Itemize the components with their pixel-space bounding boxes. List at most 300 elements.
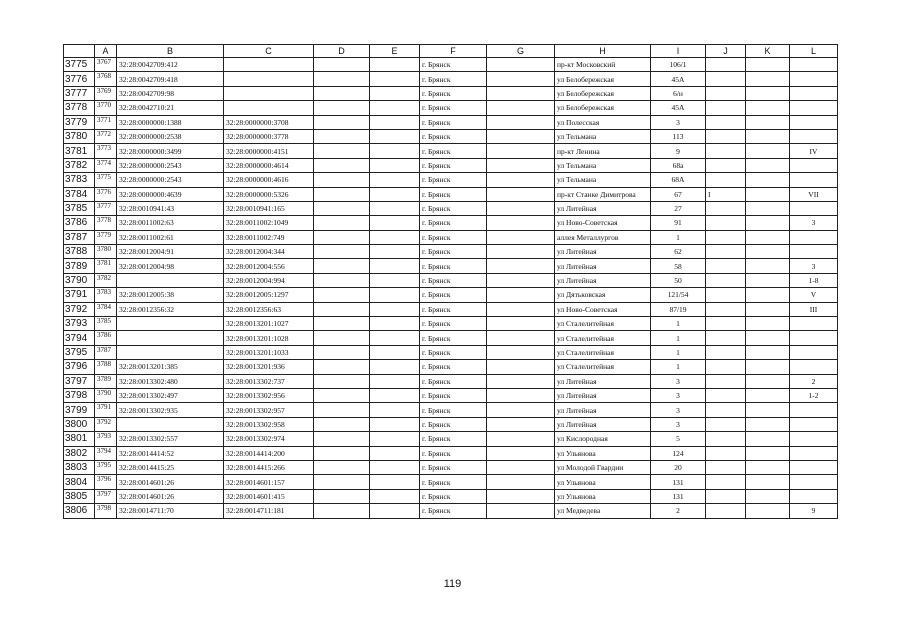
cell-h[interactable]: ул Сталелитейная: [555, 331, 651, 345]
cell-a[interactable]: [95, 374, 117, 388]
cell-e[interactable]: [370, 259, 420, 273]
cell-i[interactable]: 3: [651, 403, 706, 417]
cell-a[interactable]: [95, 475, 117, 489]
cell-f[interactable]: г. Брянск: [420, 432, 487, 446]
cell-f[interactable]: г. Брянск: [420, 460, 487, 474]
row-header[interactable]: [64, 504, 95, 518]
cell-a[interactable]: [95, 317, 117, 331]
cell-j[interactable]: [706, 345, 746, 359]
cell-f[interactable]: г. Брянск: [420, 345, 487, 359]
cell-b[interactable]: 32:28:0000000:2543: [117, 158, 224, 172]
cell-c[interactable]: 32:28:0000000:4614: [224, 158, 314, 172]
cell-h[interactable]: ул Белобережская: [555, 86, 651, 100]
cell-c[interactable]: 32:28:0012004:344: [224, 245, 314, 259]
cell-g[interactable]: [487, 144, 555, 158]
cell-i[interactable]: 58: [651, 259, 706, 273]
cell-g[interactable]: [487, 58, 555, 72]
cell-g[interactable]: [487, 129, 555, 143]
cell-a[interactable]: [95, 273, 117, 287]
cell-d[interactable]: [314, 302, 370, 316]
cell-j[interactable]: [706, 245, 746, 259]
cell-g[interactable]: [487, 101, 555, 115]
cell-j[interactable]: [706, 259, 746, 273]
cell-c[interactable]: 32:28:0000000:4151: [224, 144, 314, 158]
cell-h[interactable]: ул Литейная: [555, 245, 651, 259]
cell-i[interactable]: 1: [651, 230, 706, 244]
cell-l[interactable]: III: [790, 302, 838, 316]
cell-b[interactable]: [117, 317, 224, 331]
cell-a[interactable]: [95, 245, 117, 259]
cell-l[interactable]: VII: [790, 187, 838, 201]
cell-i[interactable]: 45А: [651, 101, 706, 115]
cell-f[interactable]: г. Брянск: [420, 360, 487, 374]
cell-a[interactable]: [95, 187, 117, 201]
cell-l[interactable]: [790, 446, 838, 460]
cell-f[interactable]: г. Брянск: [420, 230, 487, 244]
cell-g[interactable]: [487, 173, 555, 187]
cell-c[interactable]: 32:28:0014415:266: [224, 460, 314, 474]
cell-k[interactable]: [746, 259, 790, 273]
cell-c[interactable]: 32:28:0013201:1027: [224, 317, 314, 331]
cell-j[interactable]: [706, 446, 746, 460]
cell-c[interactable]: 32:28:0011002:749: [224, 230, 314, 244]
cell-g[interactable]: [487, 331, 555, 345]
cell-g[interactable]: [487, 446, 555, 460]
cell-k[interactable]: [746, 216, 790, 230]
cell-f[interactable]: г. Брянск: [420, 403, 487, 417]
cell-i[interactable]: 62: [651, 245, 706, 259]
cell-c[interactable]: 32:28:0000000:3778: [224, 129, 314, 143]
cell-h[interactable]: ул Дятьковская: [555, 288, 651, 302]
cell-i[interactable]: 1: [651, 331, 706, 345]
cell-a[interactable]: [95, 288, 117, 302]
corner-header[interactable]: [64, 45, 95, 58]
cell-j[interactable]: [706, 504, 746, 518]
row-header[interactable]: [64, 216, 95, 230]
cell-j[interactable]: [706, 230, 746, 244]
cell-c[interactable]: 32:28:0014711:181: [224, 504, 314, 518]
cell-g[interactable]: [487, 158, 555, 172]
cell-b[interactable]: 32:28:0000000:4639: [117, 187, 224, 201]
cell-e[interactable]: [370, 115, 420, 129]
cell-a[interactable]: [95, 360, 117, 374]
column-header-a[interactable]: A: [95, 45, 117, 58]
cell-a[interactable]: [95, 216, 117, 230]
cell-j[interactable]: [706, 201, 746, 215]
cell-f[interactable]: г. Брянск: [420, 101, 487, 115]
cell-c[interactable]: 32:28:0000000:3708: [224, 115, 314, 129]
cell-e[interactable]: [370, 101, 420, 115]
cell-k[interactable]: [746, 374, 790, 388]
row-header[interactable]: [64, 331, 95, 345]
row-header[interactable]: [64, 187, 95, 201]
cell-h[interactable]: ул Сталелитейная: [555, 317, 651, 331]
cell-j[interactable]: [706, 101, 746, 115]
cell-k[interactable]: [746, 173, 790, 187]
cell-k[interactable]: [746, 489, 790, 503]
cell-h[interactable]: аллея Металлургов: [555, 230, 651, 244]
cell-j[interactable]: [706, 216, 746, 230]
cell-c[interactable]: 32:28:0012356:63: [224, 302, 314, 316]
cell-l[interactable]: 1-2: [790, 388, 838, 402]
column-header-g[interactable]: G: [487, 45, 555, 58]
cell-b[interactable]: 32:28:0012356:32: [117, 302, 224, 316]
cell-e[interactable]: [370, 302, 420, 316]
cell-h[interactable]: ул Ново-Советская: [555, 216, 651, 230]
cell-i[interactable]: 2: [651, 504, 706, 518]
cell-e[interactable]: [370, 245, 420, 259]
cell-g[interactable]: [487, 302, 555, 316]
cell-f[interactable]: г. Брянск: [420, 475, 487, 489]
row-header[interactable]: [64, 273, 95, 287]
row-header[interactable]: [64, 129, 95, 143]
cell-d[interactable]: [314, 173, 370, 187]
cell-c[interactable]: 32:28:0013201:1028: [224, 331, 314, 345]
cell-b[interactable]: 32:28:0011002:61: [117, 230, 224, 244]
cell-h[interactable]: ул Сталелитейная: [555, 345, 651, 359]
row-header[interactable]: [64, 173, 95, 187]
cell-b[interactable]: 32:28:0013302:557: [117, 432, 224, 446]
cell-a[interactable]: [95, 489, 117, 503]
cell-e[interactable]: [370, 144, 420, 158]
cell-h[interactable]: ул Ульянова: [555, 489, 651, 503]
row-header[interactable]: [64, 302, 95, 316]
cell-l[interactable]: 3: [790, 259, 838, 273]
cell-k[interactable]: [746, 460, 790, 474]
cell-a[interactable]: [95, 345, 117, 359]
cell-b[interactable]: 32:28:0014415:25: [117, 460, 224, 474]
cell-e[interactable]: [370, 489, 420, 503]
cell-g[interactable]: [487, 360, 555, 374]
cell-j[interactable]: [706, 403, 746, 417]
column-header-i[interactable]: I: [651, 45, 706, 58]
cell-c[interactable]: 32:28:0014601:415: [224, 489, 314, 503]
row-header[interactable]: [64, 388, 95, 402]
cell-b[interactable]: 32:28:0012004:98: [117, 259, 224, 273]
cell-h[interactable]: ул Литейная: [555, 417, 651, 431]
cell-k[interactable]: [746, 144, 790, 158]
cell-d[interactable]: [314, 417, 370, 431]
row-header[interactable]: [64, 432, 95, 446]
row-header[interactable]: [64, 144, 95, 158]
cell-e[interactable]: [370, 331, 420, 345]
cell-l[interactable]: [790, 173, 838, 187]
row-header[interactable]: [64, 360, 95, 374]
cell-g[interactable]: [487, 460, 555, 474]
cell-g[interactable]: [487, 374, 555, 388]
cell-l[interactable]: [790, 360, 838, 374]
cell-f[interactable]: г. Брянск: [420, 58, 487, 72]
cell-e[interactable]: [370, 360, 420, 374]
cell-k[interactable]: [746, 187, 790, 201]
cell-d[interactable]: [314, 446, 370, 460]
cell-a[interactable]: [95, 101, 117, 115]
cell-f[interactable]: г. Брянск: [420, 331, 487, 345]
row-header[interactable]: [64, 475, 95, 489]
cell-d[interactable]: [314, 158, 370, 172]
cell-a[interactable]: [95, 58, 117, 72]
row-header[interactable]: [64, 288, 95, 302]
cell-c[interactable]: 32:28:0013302:956: [224, 388, 314, 402]
cell-i[interactable]: 50: [651, 273, 706, 287]
cell-d[interactable]: [314, 403, 370, 417]
cell-d[interactable]: [314, 504, 370, 518]
cell-c[interactable]: 32:28:0012004:556: [224, 259, 314, 273]
cell-i[interactable]: 68а: [651, 158, 706, 172]
cell-f[interactable]: г. Брянск: [420, 259, 487, 273]
cell-l[interactable]: [790, 317, 838, 331]
cell-k[interactable]: [746, 158, 790, 172]
cell-b[interactable]: [117, 345, 224, 359]
cell-f[interactable]: г. Брянск: [420, 374, 487, 388]
cell-a[interactable]: [95, 388, 117, 402]
cell-a[interactable]: [95, 446, 117, 460]
cell-f[interactable]: г. Брянск: [420, 417, 487, 431]
cell-b[interactable]: [117, 331, 224, 345]
cell-i[interactable]: 87/19: [651, 302, 706, 316]
cell-l[interactable]: [790, 432, 838, 446]
cell-h[interactable]: ул Тельмана: [555, 173, 651, 187]
cell-h[interactable]: ул Белобережская: [555, 72, 651, 86]
cell-l[interactable]: [790, 158, 838, 172]
cell-l[interactable]: [790, 417, 838, 431]
cell-a[interactable]: [95, 144, 117, 158]
cell-k[interactable]: [746, 446, 790, 460]
cell-d[interactable]: [314, 345, 370, 359]
cell-i[interactable]: 9: [651, 144, 706, 158]
cell-a[interactable]: [95, 403, 117, 417]
cell-j[interactable]: [706, 86, 746, 100]
column-header-d[interactable]: D: [314, 45, 370, 58]
cell-b[interactable]: 32:28:0014414:52: [117, 446, 224, 460]
cell-h[interactable]: пр-кт Московский: [555, 58, 651, 72]
cell-g[interactable]: [487, 115, 555, 129]
cell-h[interactable]: ул Сталелитейная: [555, 360, 651, 374]
cell-i[interactable]: 20: [651, 460, 706, 474]
cell-h[interactable]: пр-кт Станке Димитрова: [555, 187, 651, 201]
cell-k[interactable]: [746, 317, 790, 331]
cell-b[interactable]: 32:28:0000000:1388: [117, 115, 224, 129]
cell-b[interactable]: 32:28:0013302:935: [117, 403, 224, 417]
cell-f[interactable]: г. Брянск: [420, 446, 487, 460]
cell-e[interactable]: [370, 504, 420, 518]
cell-a[interactable]: [95, 201, 117, 215]
cell-e[interactable]: [370, 446, 420, 460]
cell-l[interactable]: 9: [790, 504, 838, 518]
column-header-e[interactable]: E: [370, 45, 420, 58]
cell-f[interactable]: г. Брянск: [420, 388, 487, 402]
cell-k[interactable]: [746, 201, 790, 215]
cell-h[interactable]: ул Ульянова: [555, 475, 651, 489]
row-header[interactable]: [64, 317, 95, 331]
row-header[interactable]: [64, 374, 95, 388]
row-header[interactable]: [64, 460, 95, 474]
cell-l[interactable]: [790, 230, 838, 244]
cell-j[interactable]: [706, 460, 746, 474]
cell-b[interactable]: 32:28:0011002:63: [117, 216, 224, 230]
cell-a[interactable]: [95, 302, 117, 316]
cell-i[interactable]: 67: [651, 187, 706, 201]
cell-c[interactable]: 32:28:0012005:1297: [224, 288, 314, 302]
cell-k[interactable]: [746, 417, 790, 431]
cell-j[interactable]: I: [706, 187, 746, 201]
cell-i[interactable]: 131: [651, 489, 706, 503]
cell-b[interactable]: 32:28:0012004:91: [117, 245, 224, 259]
cell-e[interactable]: [370, 201, 420, 215]
cell-h[interactable]: ул Ново-Советская: [555, 302, 651, 316]
cell-a[interactable]: [95, 129, 117, 143]
cell-e[interactable]: [370, 475, 420, 489]
cell-g[interactable]: [487, 403, 555, 417]
cell-g[interactable]: [487, 317, 555, 331]
cell-j[interactable]: [706, 302, 746, 316]
cell-e[interactable]: [370, 187, 420, 201]
cell-g[interactable]: [487, 388, 555, 402]
cell-e[interactable]: [370, 173, 420, 187]
cell-a[interactable]: [95, 432, 117, 446]
row-header[interactable]: [64, 58, 95, 72]
cell-c[interactable]: 32:28:0013302:957: [224, 403, 314, 417]
cell-e[interactable]: [370, 58, 420, 72]
cell-c[interactable]: 32:28:0013201:1033: [224, 345, 314, 359]
row-header[interactable]: [64, 101, 95, 115]
cell-g[interactable]: [487, 86, 555, 100]
cell-d[interactable]: [314, 101, 370, 115]
cell-c[interactable]: 32:28:0014601:157: [224, 475, 314, 489]
cell-d[interactable]: [314, 475, 370, 489]
cell-f[interactable]: г. Брянск: [420, 72, 487, 86]
cell-i[interactable]: 27: [651, 201, 706, 215]
cell-f[interactable]: г. Брянск: [420, 489, 487, 503]
cell-l[interactable]: [790, 475, 838, 489]
cell-d[interactable]: [314, 489, 370, 503]
cell-b[interactable]: [117, 273, 224, 287]
cell-b[interactable]: [117, 417, 224, 431]
cell-f[interactable]: г. Брянск: [420, 288, 487, 302]
cell-g[interactable]: [487, 187, 555, 201]
cell-g[interactable]: [487, 216, 555, 230]
cell-i[interactable]: 45А: [651, 72, 706, 86]
cell-i[interactable]: 3: [651, 115, 706, 129]
cell-d[interactable]: [314, 259, 370, 273]
cell-g[interactable]: [487, 288, 555, 302]
row-header[interactable]: [64, 417, 95, 431]
cell-k[interactable]: [746, 86, 790, 100]
cell-d[interactable]: [314, 388, 370, 402]
cell-d[interactable]: [314, 187, 370, 201]
row-header[interactable]: [64, 446, 95, 460]
cell-k[interactable]: [746, 403, 790, 417]
cell-f[interactable]: г. Брянск: [420, 216, 487, 230]
cell-l[interactable]: [790, 345, 838, 359]
cell-l[interactable]: [790, 58, 838, 72]
cell-j[interactable]: [706, 432, 746, 446]
cell-k[interactable]: [746, 504, 790, 518]
cell-a[interactable]: [95, 173, 117, 187]
cell-f[interactable]: г. Брянск: [420, 273, 487, 287]
cell-j[interactable]: [706, 374, 746, 388]
cell-h[interactable]: ул Кислородная: [555, 432, 651, 446]
column-header-c[interactable]: C: [224, 45, 314, 58]
cell-l[interactable]: [790, 331, 838, 345]
cell-f[interactable]: г. Брянск: [420, 187, 487, 201]
cell-j[interactable]: [706, 417, 746, 431]
cell-h[interactable]: ул Литейная: [555, 374, 651, 388]
cell-h[interactable]: пр-кт Ленина: [555, 144, 651, 158]
cell-f[interactable]: г. Брянск: [420, 158, 487, 172]
cell-c[interactable]: 32:28:0013302:974: [224, 432, 314, 446]
cell-l[interactable]: IV: [790, 144, 838, 158]
cell-j[interactable]: [706, 331, 746, 345]
cell-h[interactable]: ул Полесская: [555, 115, 651, 129]
row-header[interactable]: [64, 245, 95, 259]
cell-l[interactable]: 1-8: [790, 273, 838, 287]
cell-k[interactable]: [746, 345, 790, 359]
cell-g[interactable]: [487, 504, 555, 518]
cell-d[interactable]: [314, 288, 370, 302]
cell-b[interactable]: 32:28:0014601:26: [117, 475, 224, 489]
cell-a[interactable]: [95, 72, 117, 86]
cell-i[interactable]: 91: [651, 216, 706, 230]
cell-d[interactable]: [314, 331, 370, 345]
cell-g[interactable]: [487, 72, 555, 86]
cell-b[interactable]: 32:28:0000000:2543: [117, 173, 224, 187]
row-header[interactable]: [64, 86, 95, 100]
cell-d[interactable]: [314, 245, 370, 259]
cell-l[interactable]: 3: [790, 216, 838, 230]
cell-c[interactable]: [224, 86, 314, 100]
cell-k[interactable]: [746, 58, 790, 72]
cell-l[interactable]: [790, 115, 838, 129]
cell-j[interactable]: [706, 360, 746, 374]
cell-g[interactable]: [487, 201, 555, 215]
cell-e[interactable]: [370, 216, 420, 230]
cell-k[interactable]: [746, 388, 790, 402]
row-header[interactable]: [64, 489, 95, 503]
cell-j[interactable]: [706, 273, 746, 287]
cell-c[interactable]: [224, 72, 314, 86]
cell-c[interactable]: 32:28:0013302:958: [224, 417, 314, 431]
row-header[interactable]: [64, 72, 95, 86]
cell-c[interactable]: [224, 58, 314, 72]
cell-l[interactable]: V: [790, 288, 838, 302]
cell-e[interactable]: [370, 72, 420, 86]
cell-c[interactable]: 32:28:0013201:936: [224, 360, 314, 374]
cell-l[interactable]: 2: [790, 374, 838, 388]
row-header[interactable]: [64, 115, 95, 129]
cell-i[interactable]: 1: [651, 317, 706, 331]
cell-b[interactable]: 32:28:0010941:43: [117, 201, 224, 215]
cell-l[interactable]: [790, 86, 838, 100]
row-header[interactable]: [64, 158, 95, 172]
cell-a[interactable]: [95, 504, 117, 518]
cell-k[interactable]: [746, 331, 790, 345]
cell-i[interactable]: 68А: [651, 173, 706, 187]
cell-d[interactable]: [314, 216, 370, 230]
cell-j[interactable]: [706, 129, 746, 143]
cell-k[interactable]: [746, 360, 790, 374]
cell-i[interactable]: 124: [651, 446, 706, 460]
cell-f[interactable]: г. Брянск: [420, 504, 487, 518]
cell-c[interactable]: 32:28:0000000:5326: [224, 187, 314, 201]
cell-j[interactable]: [706, 173, 746, 187]
cell-k[interactable]: [746, 302, 790, 316]
cell-j[interactable]: [706, 115, 746, 129]
cell-j[interactable]: [706, 288, 746, 302]
cell-j[interactable]: [706, 72, 746, 86]
cell-k[interactable]: [746, 245, 790, 259]
cell-b[interactable]: 32:28:0042709:98: [117, 86, 224, 100]
